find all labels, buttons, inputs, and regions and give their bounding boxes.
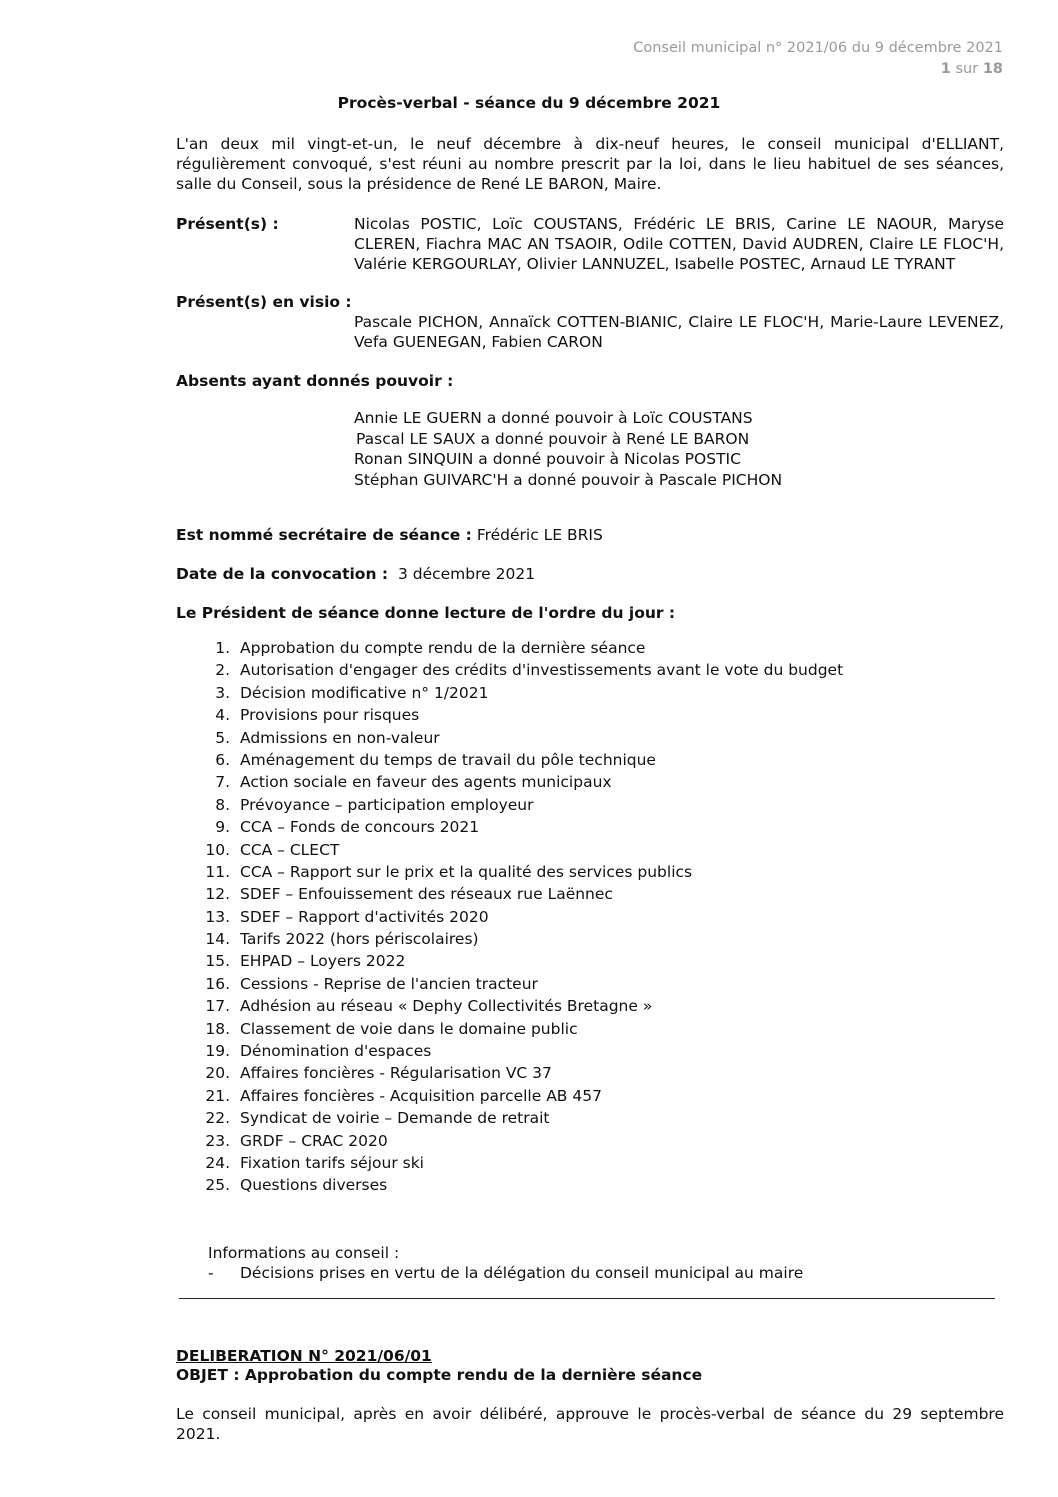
agenda-item-number: 23. bbox=[205, 1131, 230, 1150]
proxy-item: Pascal LE SAUX a donné pouvoir à René LE BARON bbox=[356, 429, 750, 448]
agenda-item-number: 25. bbox=[205, 1176, 230, 1195]
secretaire-line bbox=[176, 525, 1004, 545]
agenda-item-number: 3. bbox=[215, 683, 230, 702]
page-separator: sur bbox=[950, 61, 983, 77]
present-label: Présent(s) : bbox=[176, 215, 279, 233]
agenda-item-text: Dénomination d'espaces bbox=[240, 1042, 432, 1061]
secretaire-value: Frédéric LE BRIS bbox=[476, 526, 603, 544]
page-header bbox=[633, 38, 1003, 80]
agenda-item-number: 15. bbox=[205, 952, 230, 971]
bullet-dash: - bbox=[208, 1264, 214, 1282]
agenda-item-text: Autorisation d'engager des crédits d'investissements avant le vote du budget bbox=[240, 661, 844, 680]
agenda-item-text: Cessions - Reprise de l'ancien tracteur bbox=[240, 974, 538, 993]
agenda-item-text: Prévoyance – participation employeur bbox=[240, 795, 534, 814]
deliberation-number: DELIBERATION N° 2021/06/01 bbox=[176, 1347, 432, 1365]
agenda-item-number: 4. bbox=[215, 706, 230, 725]
agenda-item-text: Syndicat de voirie – Demande de retrait bbox=[240, 1109, 550, 1128]
section-divider bbox=[179, 1298, 995, 1299]
agenda-item-text: SDEF – Rapport d'activités 2020 bbox=[240, 907, 489, 926]
agenda-item-text: EHPAD – Loyers 2022 bbox=[240, 952, 406, 971]
agenda-item-number: 11. bbox=[205, 862, 230, 881]
deliberation-text: Le conseil municipal, après en avoir délibéré, approuve le procès-verbal de séance du 29 septembre 2021. bbox=[176, 1405, 1004, 1443]
agenda-item-number: 21. bbox=[205, 1086, 230, 1105]
agenda-item-text: Fixation tarifs séjour ski bbox=[240, 1153, 424, 1172]
agenda-item-number: 16. bbox=[205, 974, 230, 993]
agenda-item-number: 1. bbox=[215, 639, 230, 657]
agenda-item-text: SDEF – Enfouissement des réseaux rue Laënnec bbox=[240, 885, 613, 904]
proxy-item: Ronan SINQUIN a donné pouvoir à Nicolas POSTIC bbox=[354, 450, 741, 468]
header-page-number bbox=[633, 59, 1003, 80]
agenda-item-number: 2. bbox=[215, 661, 230, 680]
agenda-item-number: 13. bbox=[205, 907, 230, 926]
agenda-item-text: Approbation du compte rendu de la dernière séance bbox=[240, 639, 646, 657]
agenda-item-number: 12. bbox=[205, 885, 230, 904]
agenda-item-number: 17. bbox=[205, 997, 230, 1016]
agenda-item-number: 24. bbox=[205, 1153, 230, 1172]
agenda-item-number: 20. bbox=[205, 1064, 230, 1083]
agenda-item-number: 5. bbox=[215, 728, 230, 747]
agenda-item-text: Affaires foncières - Acquisition parcelle AB 457 bbox=[240, 1086, 602, 1105]
agenda-item-number: 8. bbox=[215, 795, 230, 814]
informations-label: Informations au conseil : bbox=[208, 1244, 400, 1262]
header-meeting-ref: Conseil municipal n° 2021/06 du 9 décembre 2021 bbox=[633, 40, 1003, 56]
convocation-label: Date de la convocation : bbox=[176, 565, 389, 583]
proxy-list bbox=[354, 408, 782, 490]
agenda-item-number: 7. bbox=[215, 773, 230, 792]
agenda-item-text: Affaires foncières - Régularisation VC 37 bbox=[240, 1064, 552, 1083]
agenda-item-text: Classement de voie dans le domaine public bbox=[240, 1019, 578, 1038]
page-current: 1 bbox=[940, 61, 951, 77]
present-visio-names: Pascale PICHON, Annaïck COTTEN-BIANIC, Claire LE FLOC'H, Marie-Laure LEVENEZ, Vefa GUENEGAN, Fabien CARON bbox=[354, 313, 1004, 351]
agenda-item-text: CCA – CLECT bbox=[240, 840, 340, 859]
agenda-item-text: Questions diverses bbox=[240, 1176, 388, 1195]
agenda-item-text: GRDF – CRAC 2020 bbox=[240, 1131, 388, 1150]
agenda-item-text: Décision modificative n° 1/2021 bbox=[240, 683, 489, 702]
informations-item-text: Décisions prises en vertu de la délégation du conseil municipal au maire bbox=[240, 1264, 804, 1282]
agenda-item-text: Provisions pour risques bbox=[240, 706, 420, 725]
agenda-heading: Le Président de séance donne lecture de l'ordre du jour : bbox=[176, 604, 676, 622]
agenda-item-number: 19. bbox=[205, 1042, 230, 1061]
document-title: Procès-verbal - séance du 9 décembre 2021 bbox=[337, 94, 721, 112]
agenda-item-text: Adhésion au réseau « Dephy Collectivités Bretagne » bbox=[240, 997, 653, 1016]
agenda-item-number: 9. bbox=[215, 818, 230, 837]
proxy-item: Stéphan GUIVARC'H a donné pouvoir à Pascale PICHON bbox=[354, 470, 783, 489]
deliberation-objet: OBJET : Approbation du compte rendu de la dernière séance bbox=[176, 1366, 703, 1384]
page-total: 18 bbox=[982, 61, 1003, 77]
agenda-item-text: Action sociale en faveur des agents municipaux bbox=[240, 773, 612, 792]
agenda-item-text: Aménagement du temps de travail du pôle technique bbox=[240, 750, 656, 769]
agenda-item-number: 10. bbox=[205, 840, 230, 859]
agenda-item-text: Tarifs 2022 (hors périscolaires) bbox=[240, 930, 479, 949]
agenda-item-number: 6. bbox=[215, 750, 230, 769]
agenda-item-number: 14. bbox=[205, 930, 230, 949]
proxy-item: Annie LE GUERN a donné pouvoir à Loïc COUSTANS bbox=[354, 409, 753, 427]
present-visio-label: Présent(s) en visio : bbox=[176, 293, 352, 311]
informations-item bbox=[208, 1263, 804, 1284]
convocation-line bbox=[176, 564, 1004, 584]
agenda-item-text: Admissions en non-valeur bbox=[240, 728, 440, 747]
present-names: Nicolas POSTIC, Loïc COUSTANS, Frédéric LE BRIS, Carine LE NAOUR, Maryse CLEREN, Fiachra MAC AN TSAOIR, Odile COTTEN, David AUDREN, Claire LE FLOC'H, Valérie KERGOURLAY, Olivier LANNUZEL, Isabelle POSTEC, Arnaud LE TYRANT bbox=[354, 215, 1004, 273]
secretaire-label: Est nommé secrétaire de séance : bbox=[176, 526, 472, 544]
agenda-item-number: 22. bbox=[205, 1109, 230, 1128]
convocation-value: 3 décembre 2021 bbox=[397, 565, 536, 583]
agenda-item-number: 18. bbox=[205, 1019, 230, 1038]
absents-label: Absents ayant donnés pouvoir : bbox=[176, 372, 454, 390]
agenda-item-text: CCA – Fonds de concours 2021 bbox=[240, 818, 480, 837]
agenda-item-text: CCA – Rapport sur le prix et la qualité des services publics bbox=[240, 862, 693, 881]
intro-paragraph: L'an deux mil vingt-et-un, le neuf décembre à dix-neuf heures, le conseil municipal d'ELLIANT, régulièrement convoqué, s'est réuni au nombre prescrit par la loi, dans le lieu habituel de ses séances, salle du Conseil, sous la présidence de René LE BARON, Maire. bbox=[176, 135, 1004, 193]
